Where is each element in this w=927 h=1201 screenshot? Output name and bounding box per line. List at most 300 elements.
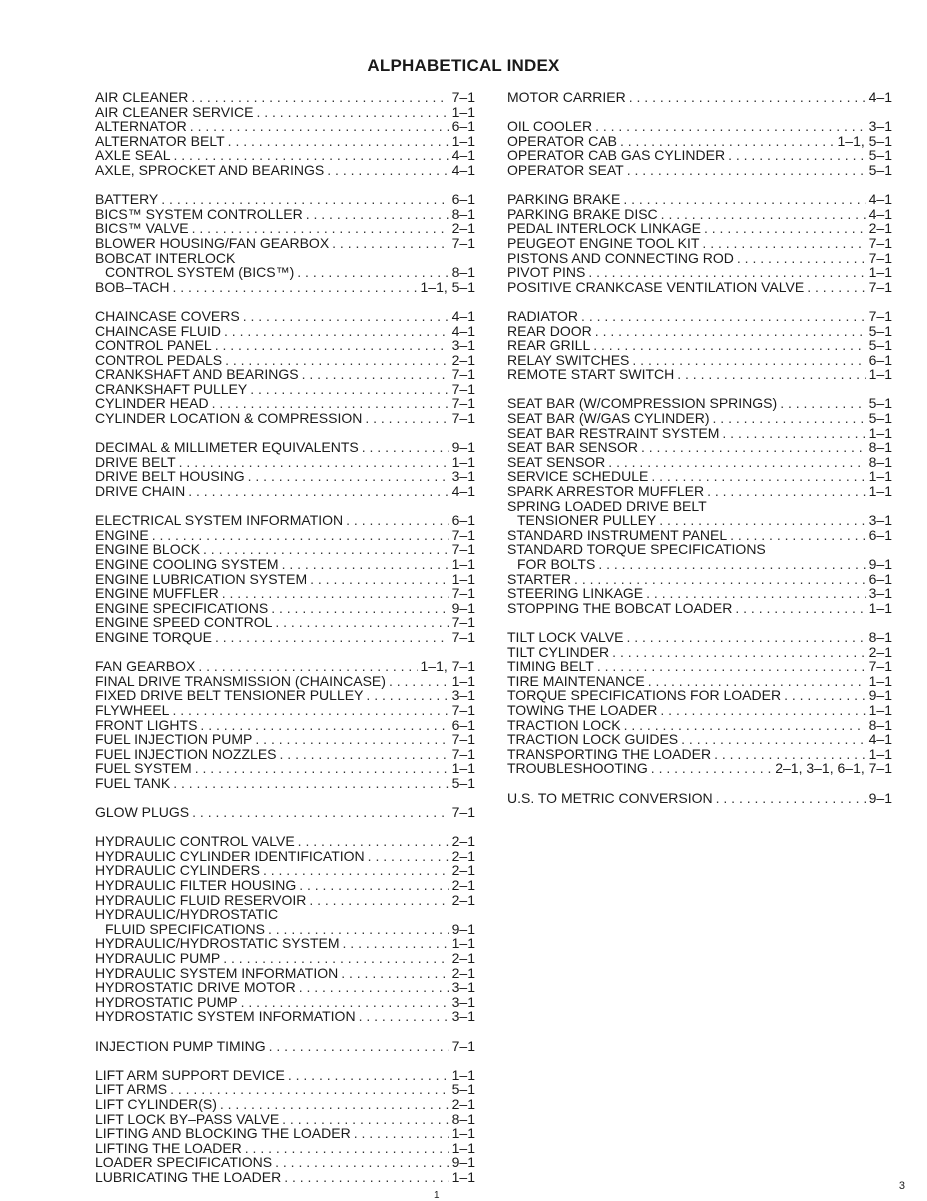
index-entry [507, 280, 892, 295]
dot-leader [728, 148, 866, 163]
index-entry [507, 659, 892, 674]
entry-name: LIFTING THE LOADER [95, 1139, 242, 1156]
dot-leader [713, 411, 866, 426]
index-entry [95, 907, 475, 922]
index-entry [95, 995, 475, 1010]
index-entry [95, 1155, 475, 1170]
entry-name: HYDRAULIC PUMP [95, 950, 221, 967]
index-entry [95, 221, 475, 236]
dot-leader [581, 309, 866, 324]
dot-leader [702, 236, 865, 251]
index-entry [95, 251, 475, 266]
entry-page: 6–1 [451, 512, 475, 529]
index-group [95, 440, 475, 498]
entry-name: TRACTION LOCK GUIDES [507, 731, 679, 748]
index-entry [95, 90, 475, 105]
dot-leader [255, 732, 448, 747]
entry-page: 1–1 [451, 556, 475, 572]
dot-leader [620, 134, 835, 149]
entry-name: BOB–TACH [95, 278, 170, 295]
entry-page: 7–1 [451, 628, 475, 645]
dot-leader [190, 119, 449, 134]
entry-page: 3–1 [868, 512, 892, 529]
dot-leader [299, 980, 449, 995]
dot-leader [275, 1155, 449, 1170]
index-group [95, 90, 475, 178]
entry-name: BICS™ VALVE [95, 220, 189, 237]
index-entry [507, 221, 892, 236]
entry-name: CYLINDER LOCATION & COMPRESSION [95, 410, 363, 427]
entry-page: 8–1 [868, 716, 892, 733]
index-entry [95, 805, 475, 820]
index-entry [95, 601, 475, 616]
entry-name: STEERING LINKAGE [507, 585, 644, 602]
entry-page: 1–1 [451, 1066, 475, 1083]
entry-name: HYDRAULIC/HYDROSTATIC SYSTEM [95, 935, 340, 952]
dot-leader [722, 426, 865, 441]
entry-name: TROUBLESHOOTING [507, 760, 648, 777]
index-entry [95, 207, 475, 222]
index-entry [95, 878, 475, 893]
entry-name: RELAY SWITCHES [507, 351, 630, 368]
entry-name: PISTONS AND CONNECTING ROD [507, 249, 734, 266]
entry-page: 1–1 [451, 453, 475, 470]
index-group [507, 791, 892, 806]
entry-name: CHAINCASE FLUID [95, 322, 222, 339]
index-entry [95, 134, 475, 149]
entry-name: AIR CLEANER [95, 89, 189, 105]
entry-page: 3–1 [451, 979, 475, 996]
index-entry [95, 893, 475, 908]
dot-leader [245, 1141, 449, 1156]
entry-name: PIVOT PINS [507, 264, 586, 281]
index-column-left [95, 90, 475, 1199]
entry-name: TIMING BELT [507, 658, 594, 675]
entry-page: 2–1 [451, 833, 475, 850]
dot-leader [389, 674, 449, 689]
dot-leader [327, 163, 448, 178]
entry-name: ENGINE SPEED CONTROL [95, 614, 273, 631]
dot-leader [780, 396, 865, 411]
entry-name: TOWING THE LOADER [507, 701, 658, 718]
entry-page: 9–1 [868, 789, 892, 806]
entry-name: HYDRAULIC/HYDROSTATIC [95, 906, 279, 923]
dot-leader [297, 265, 448, 280]
entry-name: ENGINE [95, 526, 149, 543]
entry-page: 8–1 [451, 264, 475, 281]
dot-leader [298, 834, 449, 849]
entry-page: 2–1, 3–1, 6–1, 7–1 [775, 760, 892, 777]
index-group [507, 119, 892, 177]
entry-page: 1–1 [451, 760, 475, 777]
dot-leader [784, 688, 866, 703]
dot-leader [212, 396, 449, 411]
entry-name: REAR DOOR [507, 322, 592, 339]
index-entry [95, 572, 475, 587]
dot-leader [343, 936, 449, 951]
entry-page: 4–1 [451, 483, 475, 500]
index-group [507, 396, 892, 615]
dot-leader [161, 192, 448, 207]
index-entry [95, 542, 475, 557]
entry-page: 5–1 [868, 410, 892, 427]
index-entry [95, 236, 475, 251]
entry-name: FLUID SPECIFICATIONS [105, 920, 265, 937]
dot-leader [243, 309, 449, 324]
dot-leader [173, 776, 448, 791]
entry-name: OPERATOR CAB GAS CYLINDER [507, 147, 726, 164]
index-entry [95, 396, 475, 411]
entry-name: ALTERNATOR BELT [95, 132, 225, 149]
entry-page: 4–1 [451, 161, 475, 178]
entry-page: 6–1 [868, 526, 892, 543]
entry-page: 4–1 [868, 205, 892, 222]
index-entry [507, 163, 892, 178]
entry-page: 5–1 [451, 1081, 475, 1098]
index-entry [95, 484, 475, 499]
entry-page: 3–1 [868, 118, 892, 135]
index-entry [507, 338, 892, 353]
entry-name: LIFT ARMS [95, 1081, 168, 1098]
index-entry [95, 411, 475, 426]
index-entry [507, 645, 892, 660]
index-entry [95, 718, 475, 733]
index-entry [95, 440, 475, 455]
dot-leader [807, 280, 865, 295]
index-entry [507, 440, 892, 455]
entry-name: OIL COOLER [507, 118, 593, 135]
entry-name: BATTERY [95, 191, 159, 208]
dot-leader [195, 761, 449, 776]
entry-page: 1–1 [451, 935, 475, 952]
index-entry [95, 922, 475, 937]
index-group [507, 630, 892, 776]
entry-name: LIFT ARM SUPPORT DEVICE [95, 1066, 285, 1083]
dot-leader [346, 513, 449, 528]
entry-name: LOADER SPECIFICATIONS [95, 1154, 273, 1171]
entry-name: BLOWER HOUSING/FAN GEARBOX [95, 234, 330, 251]
entry-page: 7–1 [451, 804, 475, 821]
entry-page: 7–1 [451, 701, 475, 718]
entry-name: ENGINE SPECIFICATIONS [95, 599, 269, 616]
dot-leader [250, 382, 448, 397]
entry-name: SEAT BAR (W/COMPRESSION SPRINGS) [507, 395, 778, 412]
entry-name: CONTROL SYSTEM (BICS™) [105, 264, 295, 281]
entry-name: SEAT BAR (W/GAS CYLINDER) [507, 410, 710, 427]
index-entry [507, 148, 892, 163]
dot-leader [256, 105, 448, 120]
index-entry [507, 572, 892, 587]
dot-leader [200, 718, 448, 733]
index-entry [95, 382, 475, 397]
dot-leader [192, 221, 449, 236]
entry-name: ENGINE TORQUE [95, 628, 212, 645]
entry-page: 9–1 [451, 599, 475, 616]
dot-leader [282, 1112, 448, 1127]
entry-name: REMOTE START SWITCH [507, 366, 675, 383]
entry-name: CONTROL PANEL [95, 337, 212, 354]
index-entry [507, 761, 892, 776]
entry-name: LUBRICATING THE LOADER [95, 1168, 282, 1185]
entry-page: 5–1 [868, 395, 892, 412]
entry-name: BICS™ SYSTEM CONTROLLER [95, 205, 303, 222]
entry-name: INJECTION PUMP TIMING [95, 1037, 266, 1054]
index-entry [507, 265, 892, 280]
index-entry [95, 265, 475, 280]
entry-name: HYDRAULIC FLUID RESERVOIR [95, 891, 307, 908]
index-entry [507, 630, 892, 645]
dot-leader [714, 747, 866, 762]
index-entry [507, 791, 892, 806]
dot-leader [632, 353, 865, 368]
entry-page: 7–1 [451, 395, 475, 412]
entry-name: HYDROSTATIC PUMP [95, 993, 238, 1010]
entry-page: 9–1 [868, 556, 892, 572]
index-entry [95, 1039, 475, 1054]
dot-leader [223, 951, 448, 966]
entry-name: ENGINE COOLING SYSTEM [95, 556, 279, 572]
index-entry [507, 396, 892, 411]
dot-leader [306, 207, 449, 222]
dot-leader [263, 863, 449, 878]
index-entry [507, 542, 892, 557]
index-group [507, 309, 892, 382]
dot-leader [627, 163, 866, 178]
dot-leader [608, 455, 865, 470]
entry-name: STARTER [507, 570, 572, 587]
dot-leader [651, 469, 865, 484]
index-entry [95, 469, 475, 484]
entry-page: 8–1 [868, 628, 892, 645]
dot-leader [648, 674, 866, 689]
index-entry [95, 863, 475, 878]
index-entry [95, 966, 475, 981]
entry-name: DRIVE BELT [95, 453, 176, 470]
entry-page: 9–1 [868, 687, 892, 704]
entry-page: 4–1 [868, 191, 892, 208]
bottom-mark: 1 [434, 1190, 440, 1201]
index-entry [507, 192, 892, 207]
entry-page: 7–1 [451, 234, 475, 251]
index-entry [95, 688, 475, 703]
index-entry [95, 1126, 475, 1141]
dot-leader [704, 221, 866, 236]
entry-name: ENGINE LUBRICATION SYSTEM [95, 570, 308, 587]
index-entry [507, 747, 892, 762]
index-group [95, 1039, 475, 1054]
index-entry [95, 761, 475, 776]
index-entry [507, 236, 892, 251]
dot-leader [220, 1097, 449, 1112]
dot-leader [225, 353, 449, 368]
entry-name: HYDRAULIC SYSTEM INFORMATION [95, 964, 339, 981]
entry-page: 4–1 [451, 307, 475, 324]
index-entry [507, 499, 892, 514]
index-entry [507, 586, 892, 601]
entry-name: LIFT LOCK BY–PASS VALVE [95, 1110, 280, 1127]
dot-leader [595, 324, 866, 339]
entry-name: DRIVE CHAIN [95, 483, 186, 500]
entry-name: HYDROSTATIC DRIVE MOTOR [95, 979, 296, 996]
index-entry [507, 367, 892, 382]
index-entry [95, 1068, 475, 1083]
dot-leader [174, 148, 449, 163]
entry-name: CRANKSHAFT PULLEY [95, 380, 248, 397]
index-entry [95, 1141, 475, 1156]
entry-page: 6–1 [868, 570, 892, 587]
entry-name: GLOW PLUGS [95, 804, 190, 821]
dot-leader [268, 922, 449, 937]
index-entry [95, 849, 475, 864]
index-entry [95, 659, 475, 674]
index-entry [507, 90, 892, 105]
dot-leader [716, 791, 866, 806]
entry-page: 3–1 [451, 1008, 475, 1025]
entry-page: 1–1 [868, 424, 892, 441]
dot-leader [597, 659, 866, 674]
index-entry [507, 732, 892, 747]
index-entry [95, 1097, 475, 1112]
entry-page: 7–1 [451, 410, 475, 427]
entry-page: 4–1 [451, 322, 475, 339]
dot-leader [595, 119, 866, 134]
index-entry [95, 747, 475, 762]
entry-page: 2–1 [451, 862, 475, 879]
index-entry [95, 674, 475, 689]
entry-page: 2–1 [868, 220, 892, 237]
entry-page: 7–1 [451, 526, 475, 543]
dot-leader [152, 528, 449, 543]
index-entry [95, 1112, 475, 1127]
entry-page: 7–1 [868, 278, 892, 295]
entry-page: 1–1 [868, 701, 892, 718]
entry-page: 9–1 [451, 1154, 475, 1171]
entry-page: 4–1 [451, 147, 475, 164]
entry-page: 3–1 [451, 468, 475, 485]
entry-page: 1–1 [451, 1139, 475, 1156]
index-entry [507, 324, 892, 339]
entry-page: 7–1 [451, 541, 475, 558]
dot-leader [646, 586, 865, 601]
index-entry [95, 192, 475, 207]
dot-leader [284, 1170, 448, 1185]
index-entry [95, 1170, 475, 1185]
entry-name: AXLE, SPROCKET AND BEARINGS [95, 161, 325, 178]
entry-name: STANDARD INSTRUMENT PANEL [507, 526, 728, 543]
entry-page: 3–1 [451, 337, 475, 354]
index-entry [507, 411, 892, 426]
entry-name: TENSIONER PULLEY [517, 512, 657, 529]
dot-leader [310, 572, 449, 587]
entry-page: 1–1 [451, 1168, 475, 1185]
entry-page: 6–1 [451, 118, 475, 135]
dot-leader [172, 703, 448, 718]
entry-page: 1–1 [451, 672, 475, 689]
dot-leader [228, 134, 449, 149]
dot-leader [332, 236, 448, 251]
entry-name: TRACTION LOCK [507, 716, 621, 733]
entry-name: PARKING BRAKE [507, 191, 621, 208]
index-entry [95, 936, 475, 951]
entry-page: 8–1 [451, 1110, 475, 1127]
index-group [95, 834, 475, 1024]
entry-page: 5–1 [868, 161, 892, 178]
entry-page: 5–1 [868, 337, 892, 354]
dot-leader [641, 440, 866, 455]
dot-leader [188, 484, 448, 499]
dot-leader [368, 849, 449, 864]
entry-page: 1–1 [868, 745, 892, 762]
index-entry [95, 615, 475, 630]
dot-leader [624, 718, 866, 733]
entry-name: CRANKSHAFT AND BEARINGS [95, 366, 299, 383]
entry-name: SPRING LOADED DRIVE BELT [507, 497, 707, 514]
index-entry [95, 528, 475, 543]
index-entry [507, 513, 892, 528]
index-group [507, 192, 892, 294]
entry-name: TILT CYLINDER [507, 643, 610, 660]
index-entry [95, 455, 475, 470]
index-entry [507, 528, 892, 543]
entry-page: 2–1 [451, 220, 475, 237]
dot-leader [677, 367, 865, 382]
dot-leader [354, 1126, 449, 1141]
entry-name: LIFTING AND BLOCKING THE LOADER [95, 1125, 351, 1142]
dot-leader [280, 747, 449, 762]
dot-leader [282, 557, 449, 572]
entry-page: 6–1 [451, 191, 475, 208]
entry-page: 5–1 [868, 322, 892, 339]
entry-name: CHAINCASE COVERS [95, 307, 240, 324]
index-entry [95, 309, 475, 324]
entry-page: 6–1 [868, 351, 892, 368]
dot-leader [593, 338, 865, 353]
entry-page: 2–1 [451, 950, 475, 967]
index-group [95, 192, 475, 294]
index-entry [95, 834, 475, 849]
index-entry [95, 163, 475, 178]
entry-name: HYDROSTATIC SYSTEM INFORMATION [95, 1008, 356, 1025]
dot-leader [629, 90, 866, 105]
dot-leader [366, 688, 448, 703]
entry-page: 2–1 [868, 643, 892, 660]
entry-name: ENGINE BLOCK [95, 541, 201, 558]
entry-name: FRONT LIGHTS [95, 716, 198, 733]
dot-leader [341, 966, 448, 981]
dot-leader [203, 542, 449, 557]
dot-leader [359, 1009, 449, 1024]
index-entry [507, 207, 892, 222]
entry-page: 1–1 [868, 672, 892, 689]
dot-leader [302, 367, 449, 382]
dot-leader [269, 1039, 449, 1054]
entry-page: 8–1 [451, 205, 475, 222]
dot-leader [612, 645, 865, 660]
entry-page: 1–1, 5–1 [837, 132, 892, 149]
entry-name: HYDRAULIC CYLINDER IDENTIFICATION [95, 847, 365, 864]
dot-leader [598, 557, 865, 572]
index-entry [507, 718, 892, 733]
entry-page: 2–1 [451, 351, 475, 368]
entry-name: SEAT BAR RESTRAINT SYSTEM [507, 424, 720, 441]
entry-page: 5–1 [868, 147, 892, 164]
entry-name: TRANSPORTING THE LOADER [507, 745, 712, 762]
index-entry [507, 557, 892, 572]
dot-leader [198, 659, 417, 674]
index-entry [95, 980, 475, 995]
entry-name: FINAL DRIVE TRANSMISSION (CHAINCASE) [95, 672, 386, 689]
index-column-right [507, 90, 892, 820]
